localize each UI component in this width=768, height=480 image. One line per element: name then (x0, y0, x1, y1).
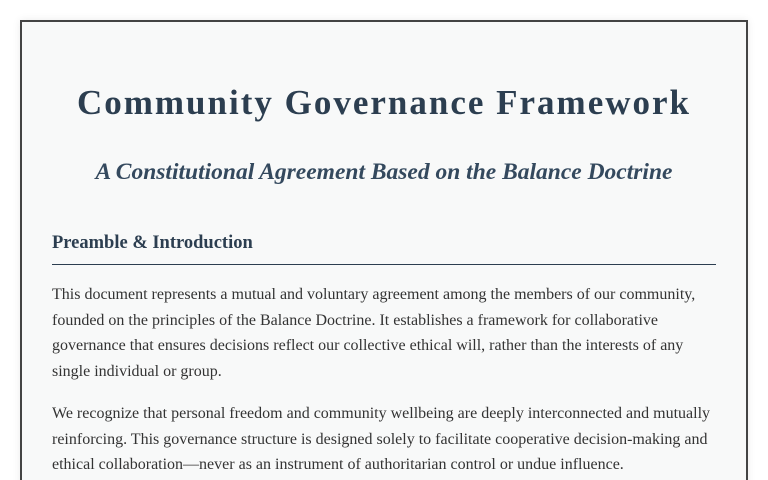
document-page (20, 20, 748, 480)
preamble-paragraph-1: This document represents a mutual and voluntary agreement among the members of our community, founded on the principles of the Balance Doctrine. It establishes a framework for collaborative governance that ensures decisions reflect our collective ethical will, rather than the interests of any single individual or group. (52, 286, 696, 380)
preamble-paragraph-2: We recognize that personal freedom and community wellbeing are deeply interconnected and mutually reinforcing. This governance structure is designed solely to facilitate cooperative decision-making and ethical collaboration—never as an instrument of authoritarian control or undue influence. (52, 405, 711, 473)
document-subtitle: A Constitutional Agreement Based on the Balance Doctrine (95, 159, 673, 185)
document-title: Community Governance Framework (76, 83, 692, 122)
section-heading-preamble: Preamble & Introduction (52, 231, 716, 265)
